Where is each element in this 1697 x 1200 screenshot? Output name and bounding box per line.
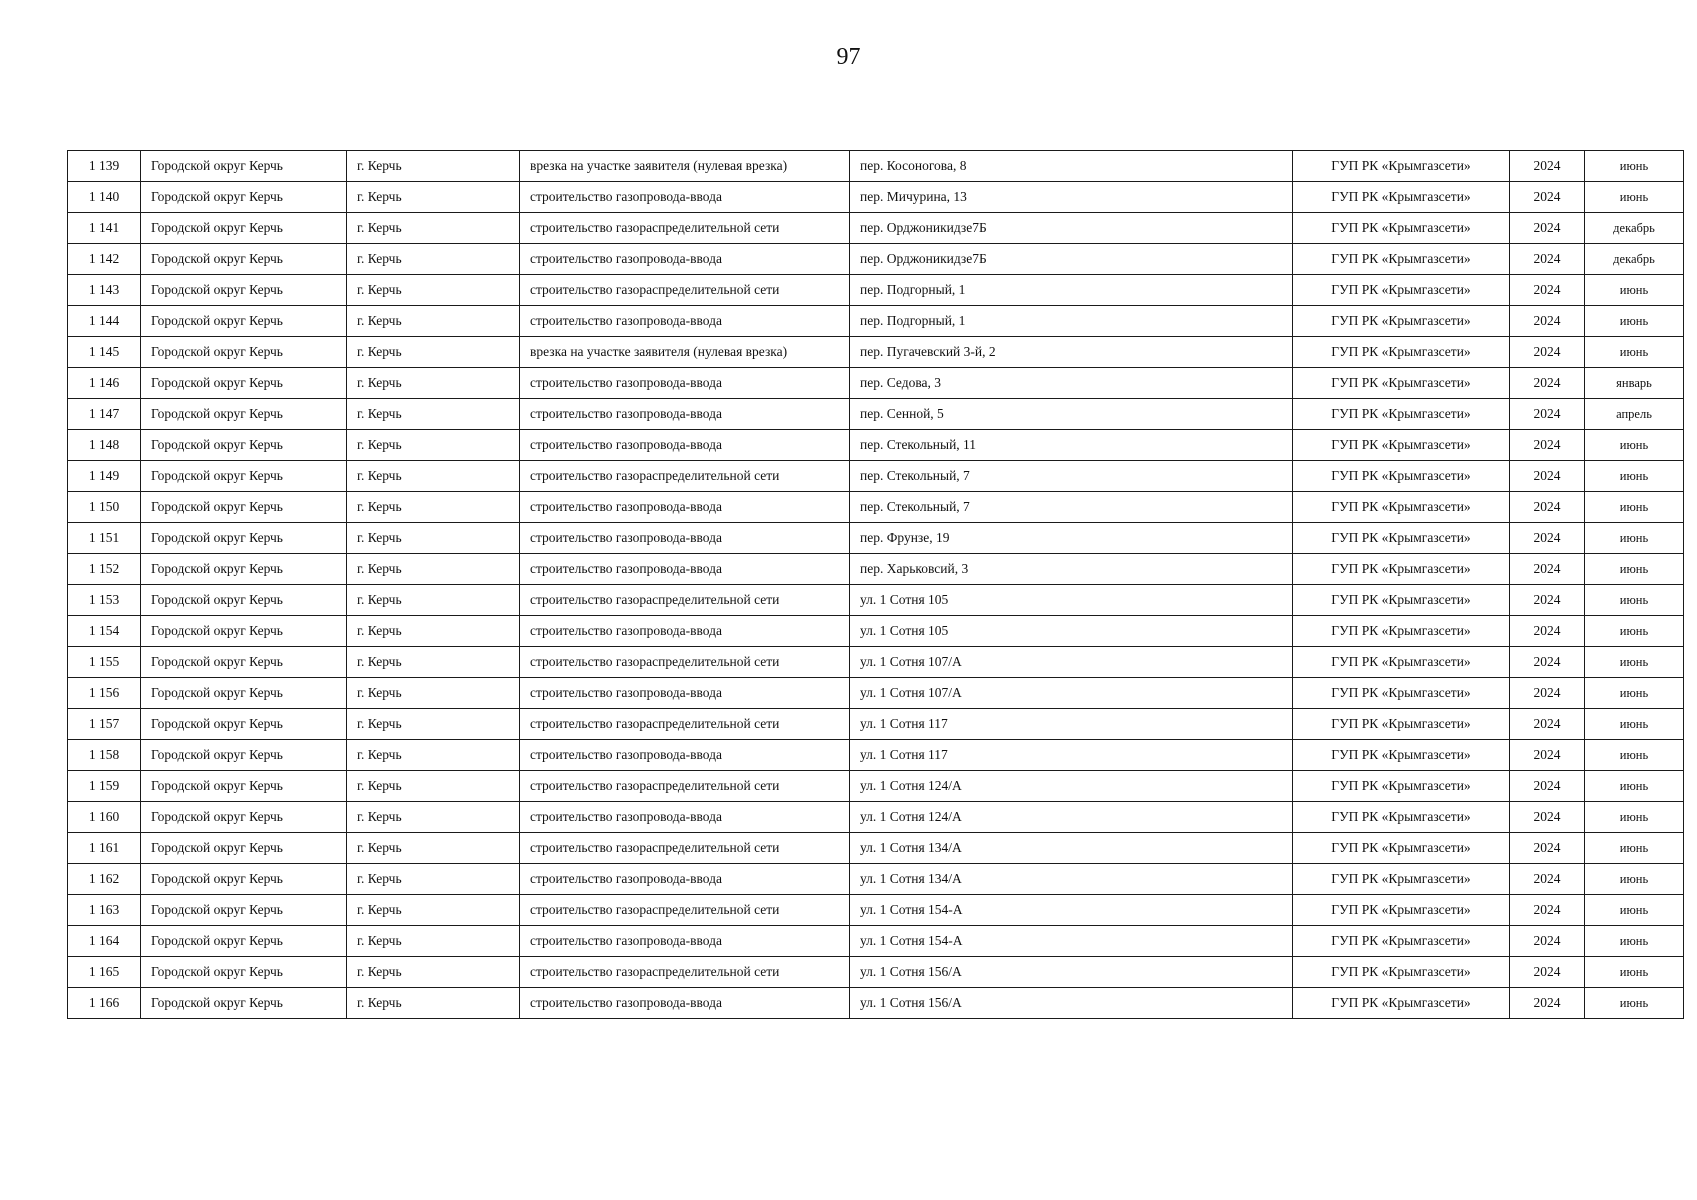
district-cell: Городской округ Керчь <box>141 182 347 213</box>
table-row <box>68 771 1684 802</box>
city-cell: г. Керчь <box>347 151 520 182</box>
district-cell: Городской округ Керчь <box>141 337 347 368</box>
district-cell: Городской округ Керчь <box>141 833 347 864</box>
row-number-cell: 1 144 <box>68 306 141 337</box>
year-cell: 2024 <box>1510 864 1585 895</box>
month-cell: июнь <box>1585 709 1684 740</box>
address-cell: ул. 1 Сотня 105 <box>850 616 1293 647</box>
table-row <box>68 740 1684 771</box>
year-cell: 2024 <box>1510 957 1585 988</box>
row-number-cell: 1 150 <box>68 492 141 523</box>
city-cell: г. Керчь <box>347 275 520 306</box>
city-cell: г. Керчь <box>347 337 520 368</box>
year-cell: 2024 <box>1510 523 1585 554</box>
organization-cell: ГУП РК «Крымгазсети» <box>1293 771 1510 802</box>
work-type-cell: строительство газопровода-ввода <box>520 523 850 554</box>
address-cell: ул. 1 Сотня 117 <box>850 709 1293 740</box>
organization-cell: ГУП РК «Крымгазсети» <box>1293 678 1510 709</box>
address-cell: ул. 1 Сотня 154-А <box>850 895 1293 926</box>
organization-cell: ГУП РК «Крымгазсети» <box>1293 554 1510 585</box>
row-number-cell: 1 160 <box>68 802 141 833</box>
year-cell: 2024 <box>1510 771 1585 802</box>
table-row <box>68 895 1684 926</box>
table-row <box>68 213 1684 244</box>
city-cell: г. Керчь <box>347 616 520 647</box>
table-row <box>68 151 1684 182</box>
city-cell: г. Керчь <box>347 957 520 988</box>
address-cell: ул. 1 Сотня 154-А <box>850 926 1293 957</box>
city-cell: г. Керчь <box>347 802 520 833</box>
district-cell: Городской округ Керчь <box>141 461 347 492</box>
row-number-cell: 1 156 <box>68 678 141 709</box>
organization-cell: ГУП РК «Крымгазсети» <box>1293 213 1510 244</box>
month-cell: июнь <box>1585 647 1684 678</box>
month-cell: июнь <box>1585 988 1684 1019</box>
district-cell: Городской округ Керчь <box>141 678 347 709</box>
table-row <box>68 554 1684 585</box>
organization-cell: ГУП РК «Крымгазсети» <box>1293 151 1510 182</box>
address-cell: пер. Орджоникидзе7Б <box>850 213 1293 244</box>
work-type-cell: строительство газораспределительной сети <box>520 895 850 926</box>
organization-cell: ГУП РК «Крымгазсети» <box>1293 368 1510 399</box>
work-type-cell: строительство газораспределительной сети <box>520 213 850 244</box>
city-cell: г. Керчь <box>347 833 520 864</box>
year-cell: 2024 <box>1510 616 1585 647</box>
address-cell: ул. 1 Сотня 124/А <box>850 802 1293 833</box>
month-cell: июнь <box>1585 833 1684 864</box>
year-cell: 2024 <box>1510 399 1585 430</box>
city-cell: г. Керчь <box>347 647 520 678</box>
month-cell: июнь <box>1585 275 1684 306</box>
gas-works-table <box>67 150 1684 1019</box>
city-cell: г. Керчь <box>347 585 520 616</box>
district-cell: Городской округ Керчь <box>141 585 347 616</box>
month-cell: июнь <box>1585 802 1684 833</box>
month-cell: июнь <box>1585 926 1684 957</box>
organization-cell: ГУП РК «Крымгазсети» <box>1293 802 1510 833</box>
table-body <box>68 151 1684 1019</box>
address-cell: ул. 1 Сотня 107/А <box>850 647 1293 678</box>
city-cell: г. Керчь <box>347 678 520 709</box>
city-cell: г. Керчь <box>347 523 520 554</box>
month-cell: июнь <box>1585 616 1684 647</box>
year-cell: 2024 <box>1510 833 1585 864</box>
month-cell: апрель <box>1585 399 1684 430</box>
table-row <box>68 709 1684 740</box>
work-type-cell: строительство газопровода-ввода <box>520 678 850 709</box>
year-cell: 2024 <box>1510 275 1585 306</box>
city-cell: г. Керчь <box>347 306 520 337</box>
row-number-cell: 1 139 <box>68 151 141 182</box>
year-cell: 2024 <box>1510 182 1585 213</box>
month-cell: январь <box>1585 368 1684 399</box>
row-number-cell: 1 162 <box>68 864 141 895</box>
month-cell: июнь <box>1585 554 1684 585</box>
row-number-cell: 1 149 <box>68 461 141 492</box>
row-number-cell: 1 157 <box>68 709 141 740</box>
work-type-cell: строительство газораспределительной сети <box>520 957 850 988</box>
month-cell: июнь <box>1585 957 1684 988</box>
row-number-cell: 1 142 <box>68 244 141 275</box>
row-number-cell: 1 151 <box>68 523 141 554</box>
city-cell: г. Керчь <box>347 461 520 492</box>
city-cell: г. Керчь <box>347 740 520 771</box>
row-number-cell: 1 140 <box>68 182 141 213</box>
table-row <box>68 585 1684 616</box>
table-row <box>68 647 1684 678</box>
work-type-cell: строительство газопровода-ввода <box>520 306 850 337</box>
month-cell: июнь <box>1585 740 1684 771</box>
organization-cell: ГУП РК «Крымгазсети» <box>1293 182 1510 213</box>
district-cell: Городской округ Керчь <box>141 430 347 461</box>
row-number-cell: 1 141 <box>68 213 141 244</box>
city-cell: г. Керчь <box>347 430 520 461</box>
address-cell: пер. Стекольный, 11 <box>850 430 1293 461</box>
table-row <box>68 399 1684 430</box>
district-cell: Городской округ Керчь <box>141 771 347 802</box>
address-cell: пер. Косоногова, 8 <box>850 151 1293 182</box>
address-cell: ул. 1 Сотня 156/А <box>850 957 1293 988</box>
table-row <box>68 523 1684 554</box>
month-cell: июнь <box>1585 864 1684 895</box>
work-type-cell: строительство газопровода-ввода <box>520 802 850 833</box>
city-cell: г. Керчь <box>347 213 520 244</box>
district-cell: Городской округ Керчь <box>141 492 347 523</box>
table-row <box>68 802 1684 833</box>
work-type-cell: строительство газопровода-ввода <box>520 244 850 275</box>
organization-cell: ГУП РК «Крымгазсети» <box>1293 709 1510 740</box>
year-cell: 2024 <box>1510 492 1585 523</box>
organization-cell: ГУП РК «Крымгазсети» <box>1293 461 1510 492</box>
row-number-cell: 1 154 <box>68 616 141 647</box>
district-cell: Городской округ Керчь <box>141 616 347 647</box>
organization-cell: ГУП РК «Крымгазсети» <box>1293 864 1510 895</box>
table-row <box>68 988 1684 1019</box>
address-cell: пер. Сенной, 5 <box>850 399 1293 430</box>
year-cell: 2024 <box>1510 585 1585 616</box>
month-cell: июнь <box>1585 585 1684 616</box>
year-cell: 2024 <box>1510 895 1585 926</box>
organization-cell: ГУП РК «Крымгазсети» <box>1293 647 1510 678</box>
work-type-cell: строительство газопровода-ввода <box>520 740 850 771</box>
district-cell: Городской округ Керчь <box>141 926 347 957</box>
table-row <box>68 368 1684 399</box>
work-type-cell: строительство газопровода-ввода <box>520 399 850 430</box>
year-cell: 2024 <box>1510 647 1585 678</box>
work-type-cell: строительство газораспределительной сети <box>520 833 850 864</box>
city-cell: г. Керчь <box>347 244 520 275</box>
district-cell: Городской округ Керчь <box>141 740 347 771</box>
district-cell: Городской округ Керчь <box>141 244 347 275</box>
organization-cell: ГУП РК «Крымгазсети» <box>1293 926 1510 957</box>
city-cell: г. Керчь <box>347 492 520 523</box>
district-cell: Городской округ Керчь <box>141 213 347 244</box>
work-type-cell: строительство газопровода-ввода <box>520 182 850 213</box>
year-cell: 2024 <box>1510 213 1585 244</box>
year-cell: 2024 <box>1510 554 1585 585</box>
organization-cell: ГУП РК «Крымгазсети» <box>1293 895 1510 926</box>
year-cell: 2024 <box>1510 306 1585 337</box>
district-cell: Городской округ Керчь <box>141 864 347 895</box>
district-cell: Городской округ Керчь <box>141 957 347 988</box>
month-cell: июнь <box>1585 182 1684 213</box>
table-row <box>68 430 1684 461</box>
work-type-cell: строительство газопровода-ввода <box>520 616 850 647</box>
row-number-cell: 1 159 <box>68 771 141 802</box>
table-row <box>68 275 1684 306</box>
year-cell: 2024 <box>1510 368 1585 399</box>
month-cell: июнь <box>1585 306 1684 337</box>
work-type-cell: строительство газораспределительной сети <box>520 585 850 616</box>
city-cell: г. Керчь <box>347 368 520 399</box>
district-cell: Городской округ Керчь <box>141 554 347 585</box>
year-cell: 2024 <box>1510 151 1585 182</box>
month-cell: июнь <box>1585 771 1684 802</box>
district-cell: Городской округ Керчь <box>141 709 347 740</box>
work-type-cell: строительство газораспределительной сети <box>520 647 850 678</box>
row-number-cell: 1 155 <box>68 647 141 678</box>
city-cell: г. Керчь <box>347 554 520 585</box>
organization-cell: ГУП РК «Крымгазсети» <box>1293 988 1510 1019</box>
table-row <box>68 492 1684 523</box>
address-cell: ул. 1 Сотня 105 <box>850 585 1293 616</box>
district-cell: Городской округ Керчь <box>141 647 347 678</box>
district-cell: Городской округ Керчь <box>141 275 347 306</box>
month-cell: июнь <box>1585 678 1684 709</box>
organization-cell: ГУП РК «Крымгазсети» <box>1293 957 1510 988</box>
year-cell: 2024 <box>1510 988 1585 1019</box>
district-cell: Городской округ Керчь <box>141 368 347 399</box>
year-cell: 2024 <box>1510 709 1585 740</box>
row-number-cell: 1 153 <box>68 585 141 616</box>
address-cell: пер. Пугачевский 3-й, 2 <box>850 337 1293 368</box>
organization-cell: ГУП РК «Крымгазсети» <box>1293 275 1510 306</box>
year-cell: 2024 <box>1510 802 1585 833</box>
address-cell: пер. Фрунзе, 19 <box>850 523 1293 554</box>
address-cell: пер. Подгорный, 1 <box>850 275 1293 306</box>
work-type-cell: врезка на участке заявителя (нулевая врезка) <box>520 337 850 368</box>
table-row <box>68 616 1684 647</box>
work-type-cell: строительство газопровода-ввода <box>520 988 850 1019</box>
row-number-cell: 1 143 <box>68 275 141 306</box>
address-cell: ул. 1 Сотня 134/А <box>850 833 1293 864</box>
year-cell: 2024 <box>1510 337 1585 368</box>
year-cell: 2024 <box>1510 740 1585 771</box>
year-cell: 2024 <box>1510 430 1585 461</box>
table-row <box>68 337 1684 368</box>
city-cell: г. Керчь <box>347 926 520 957</box>
address-cell: ул. 1 Сотня 107/А <box>850 678 1293 709</box>
month-cell: июнь <box>1585 337 1684 368</box>
table-row <box>68 461 1684 492</box>
organization-cell: ГУП РК «Крымгазсети» <box>1293 523 1510 554</box>
month-cell: декабрь <box>1585 244 1684 275</box>
district-cell: Городской округ Керчь <box>141 151 347 182</box>
work-type-cell: строительство газораспределительной сети <box>520 461 850 492</box>
city-cell: г. Керчь <box>347 709 520 740</box>
organization-cell: ГУП РК «Крымгазсети» <box>1293 492 1510 523</box>
row-number-cell: 1 145 <box>68 337 141 368</box>
address-cell: пер. Седова, 3 <box>850 368 1293 399</box>
work-type-cell: строительство газораспределительной сети <box>520 275 850 306</box>
work-type-cell: строительство газопровода-ввода <box>520 926 850 957</box>
organization-cell: ГУП РК «Крымгазсети» <box>1293 616 1510 647</box>
city-cell: г. Керчь <box>347 895 520 926</box>
month-cell: июнь <box>1585 895 1684 926</box>
row-number-cell: 1 158 <box>68 740 141 771</box>
table-row <box>68 926 1684 957</box>
address-cell: пер. Харьковсий, 3 <box>850 554 1293 585</box>
table-row <box>68 244 1684 275</box>
table-row <box>68 833 1684 864</box>
month-cell: декабрь <box>1585 213 1684 244</box>
address-cell: пер. Стекольный, 7 <box>850 461 1293 492</box>
address-cell: пер. Мичурина, 13 <box>850 182 1293 213</box>
district-cell: Городской округ Керчь <box>141 988 347 1019</box>
year-cell: 2024 <box>1510 244 1585 275</box>
organization-cell: ГУП РК «Крымгазсети» <box>1293 244 1510 275</box>
table-row <box>68 182 1684 213</box>
work-type-cell: строительство газопровода-ввода <box>520 864 850 895</box>
district-cell: Городской округ Керчь <box>141 306 347 337</box>
month-cell: июнь <box>1585 430 1684 461</box>
year-cell: 2024 <box>1510 678 1585 709</box>
organization-cell: ГУП РК «Крымгазсети» <box>1293 585 1510 616</box>
address-cell: пер. Подгорный, 1 <box>850 306 1293 337</box>
row-number-cell: 1 146 <box>68 368 141 399</box>
row-number-cell: 1 152 <box>68 554 141 585</box>
month-cell: июнь <box>1585 492 1684 523</box>
month-cell: июнь <box>1585 461 1684 492</box>
month-cell: июнь <box>1585 151 1684 182</box>
address-cell: ул. 1 Сотня 134/А <box>850 864 1293 895</box>
table-row <box>68 957 1684 988</box>
address-cell: ул. 1 Сотня 117 <box>850 740 1293 771</box>
work-type-cell: строительство газопровода-ввода <box>520 430 850 461</box>
organization-cell: ГУП РК «Крымгазсети» <box>1293 399 1510 430</box>
district-cell: Городской округ Керчь <box>141 399 347 430</box>
district-cell: Городской округ Керчь <box>141 802 347 833</box>
city-cell: г. Керчь <box>347 771 520 802</box>
city-cell: г. Керчь <box>347 182 520 213</box>
address-cell: ул. 1 Сотня 156/А <box>850 988 1293 1019</box>
row-number-cell: 1 166 <box>68 988 141 1019</box>
organization-cell: ГУП РК «Крымгазсети» <box>1293 430 1510 461</box>
row-number-cell: 1 148 <box>68 430 141 461</box>
row-number-cell: 1 147 <box>68 399 141 430</box>
address-cell: ул. 1 Сотня 124/А <box>850 771 1293 802</box>
row-number-cell: 1 165 <box>68 957 141 988</box>
organization-cell: ГУП РК «Крымгазсети» <box>1293 833 1510 864</box>
district-cell: Городской округ Керчь <box>141 895 347 926</box>
address-cell: пер. Стекольный, 7 <box>850 492 1293 523</box>
organization-cell: ГУП РК «Крымгазсети» <box>1293 740 1510 771</box>
year-cell: 2024 <box>1510 461 1585 492</box>
row-number-cell: 1 163 <box>68 895 141 926</box>
page-number: 97 <box>836 44 861 70</box>
work-type-cell: врезка на участке заявителя (нулевая врезка) <box>520 151 850 182</box>
city-cell: г. Керчь <box>347 864 520 895</box>
work-type-cell: строительство газораспределительной сети <box>520 771 850 802</box>
address-cell: пер. Орджоникидзе7Б <box>850 244 1293 275</box>
year-cell: 2024 <box>1510 926 1585 957</box>
city-cell: г. Керчь <box>347 988 520 1019</box>
month-cell: июнь <box>1585 523 1684 554</box>
organization-cell: ГУП РК «Крымгазсети» <box>1293 337 1510 368</box>
work-type-cell: строительство газопровода-ввода <box>520 368 850 399</box>
row-number-cell: 1 161 <box>68 833 141 864</box>
table-row <box>68 306 1684 337</box>
table-row <box>68 864 1684 895</box>
organization-cell: ГУП РК «Крымгазсети» <box>1293 306 1510 337</box>
district-cell: Городской округ Керчь <box>141 523 347 554</box>
city-cell: г. Керчь <box>347 399 520 430</box>
table-row <box>68 678 1684 709</box>
work-type-cell: строительство газопровода-ввода <box>520 554 850 585</box>
row-number-cell: 1 164 <box>68 926 141 957</box>
work-type-cell: строительство газораспределительной сети <box>520 709 850 740</box>
work-type-cell: строительство газопровода-ввода <box>520 492 850 523</box>
